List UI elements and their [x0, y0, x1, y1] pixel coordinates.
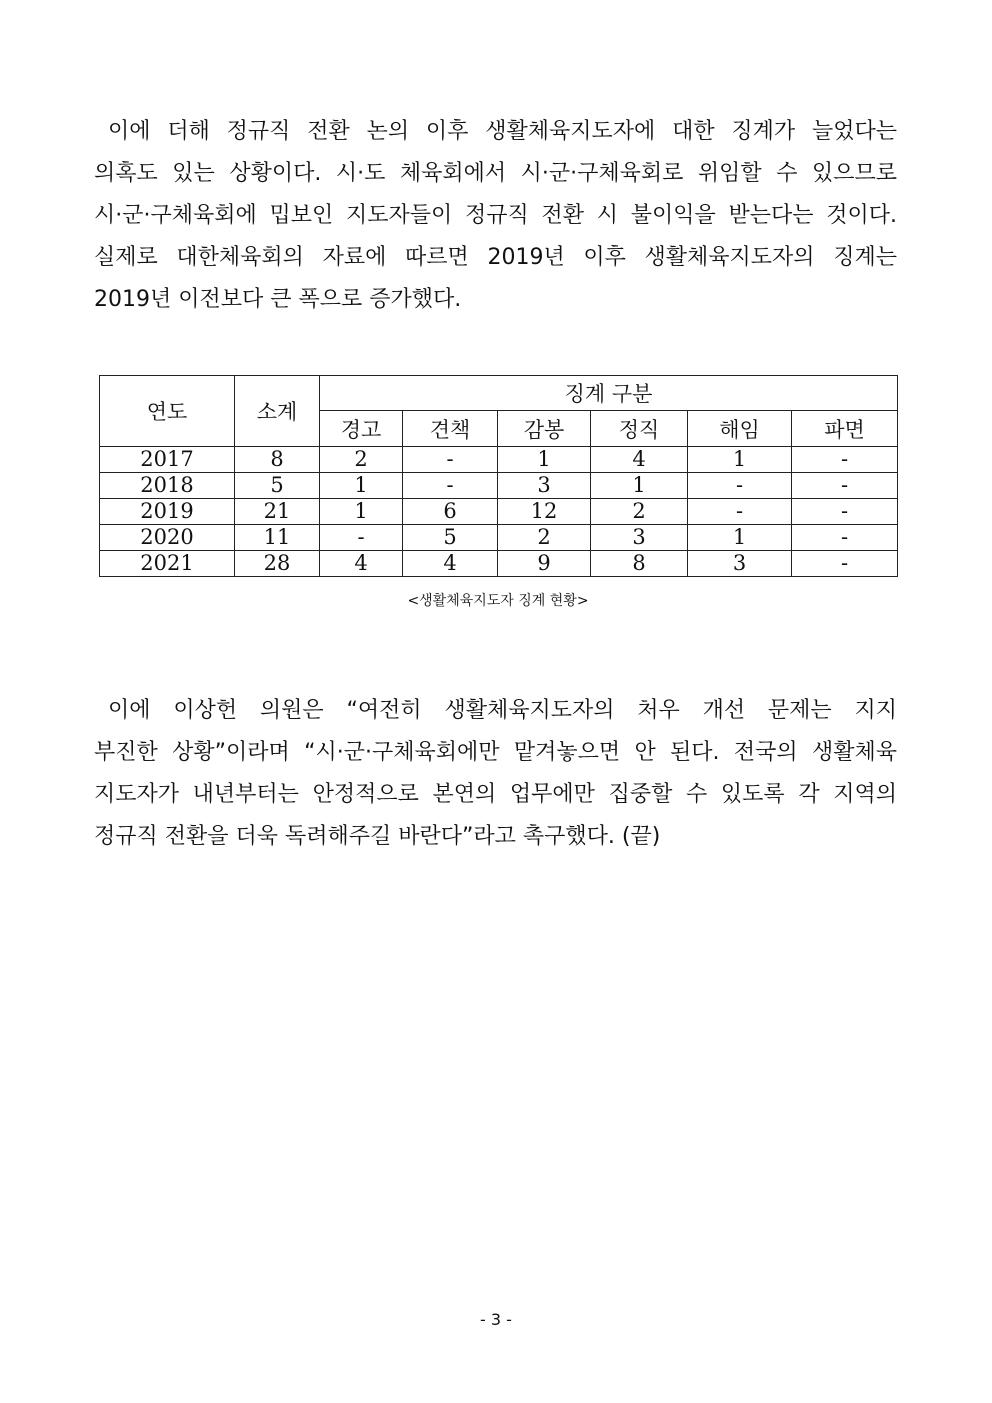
header-type: 파면	[792, 411, 898, 447]
table-row	[100, 499, 898, 525]
table-cell: -	[688, 499, 792, 525]
table-cell: -	[792, 551, 898, 577]
table-cell: 3	[591, 525, 688, 551]
header-type: 해임	[688, 411, 792, 447]
table-cell: 1	[591, 473, 688, 499]
table-cell: 4	[320, 551, 403, 577]
table-cell: 28	[235, 551, 320, 577]
paragraph-2	[94, 690, 897, 858]
paragraph-line: 2019년 이전보다 큰 폭으로 증가했다.	[94, 287, 462, 312]
table-cell: 8	[591, 551, 688, 577]
table-cell: -	[403, 447, 498, 473]
table-cell: 5	[235, 473, 320, 499]
paragraph-line: 의혹도 있는 상황이다. 시·도 체육회에서 시·군·구체육회로 위임할 수 있으므로	[94, 161, 897, 186]
paragraph-line: 시·군·구체육회에 밉보인 지도자들이 정규직 전환 시 불이익을 받는다는 것이다.	[94, 203, 897, 228]
paragraph-line: 실제로 대한체육회의 자료에 따르면 2019년 이후 생활체육지도자의 징계는	[94, 245, 897, 270]
table-cell: 1	[498, 447, 591, 473]
table-cell: 6	[403, 499, 498, 525]
table-cell: 2020	[100, 525, 235, 551]
table-cell: -	[792, 499, 898, 525]
table-row	[100, 473, 898, 499]
table-cell: -	[320, 525, 403, 551]
table-cell: 1	[688, 525, 792, 551]
table-row	[100, 447, 898, 473]
paragraph-line: 지도자가 내년부터는 안정적으로 본연의 업무에만 집중할 수 있도록 각 지역의	[94, 782, 897, 807]
header-type: 감봉	[498, 411, 591, 447]
paragraph-line: 이에 이상헌 의원은 “여전히 생활체육지도자의 처우 개선 문제는 지지	[108, 698, 897, 723]
table-cell: 1	[688, 447, 792, 473]
table-cell: 2021	[100, 551, 235, 577]
table-cell: -	[792, 447, 898, 473]
table-caption: <생활체육지도자 징계 현황>	[407, 593, 589, 609]
header-subtotal: 소계	[235, 376, 320, 447]
table-cell: 9	[498, 551, 591, 577]
table-cell: 2017	[100, 447, 235, 473]
table-cell: 2018	[100, 473, 235, 499]
table-cell: -	[792, 473, 898, 499]
table-cell: 2	[320, 447, 403, 473]
page-number: - 3 -	[480, 1310, 512, 1329]
table-row	[100, 551, 898, 577]
table-cell: 12	[498, 499, 591, 525]
table-cell: 1	[320, 473, 403, 499]
table-cell: 1	[320, 499, 403, 525]
table-cell: 11	[235, 525, 320, 551]
header-type: 견책	[403, 411, 498, 447]
table-row	[100, 525, 898, 551]
header-year: 연도	[100, 376, 235, 447]
paragraph-line: 부진한 상황”이라며 “시·군·구체육회에만 맡겨놓으면 안 된다. 전국의 생활체육	[94, 740, 897, 765]
table-cell: 2	[591, 499, 688, 525]
table-cell: 2019	[100, 499, 235, 525]
discipline-table	[99, 375, 898, 577]
header-type: 정직	[591, 411, 688, 447]
paragraph-line: 이에 더해 정규직 전환 논의 이후 생활체육지도자에 대한 징계가 늘었다는	[108, 119, 897, 144]
table-cell: 5	[403, 525, 498, 551]
table-cell: -	[403, 473, 498, 499]
table-cell: 3	[688, 551, 792, 577]
header-type: 경고	[320, 411, 403, 447]
table-cell: 4	[403, 551, 498, 577]
table-cell: 3	[498, 473, 591, 499]
paragraph-1	[94, 111, 897, 321]
header-discipline-group: 징계 구분	[320, 376, 898, 411]
table-cell: 21	[235, 499, 320, 525]
table-cell: -	[792, 525, 898, 551]
table-cell: 2	[498, 525, 591, 551]
table-cell: -	[688, 473, 792, 499]
table-cell: 4	[591, 447, 688, 473]
table-cell: 8	[235, 447, 320, 473]
paragraph-line: 정규직 전환을 더욱 독려해주길 바란다”라고 촉구했다. (끝)	[94, 824, 661, 849]
